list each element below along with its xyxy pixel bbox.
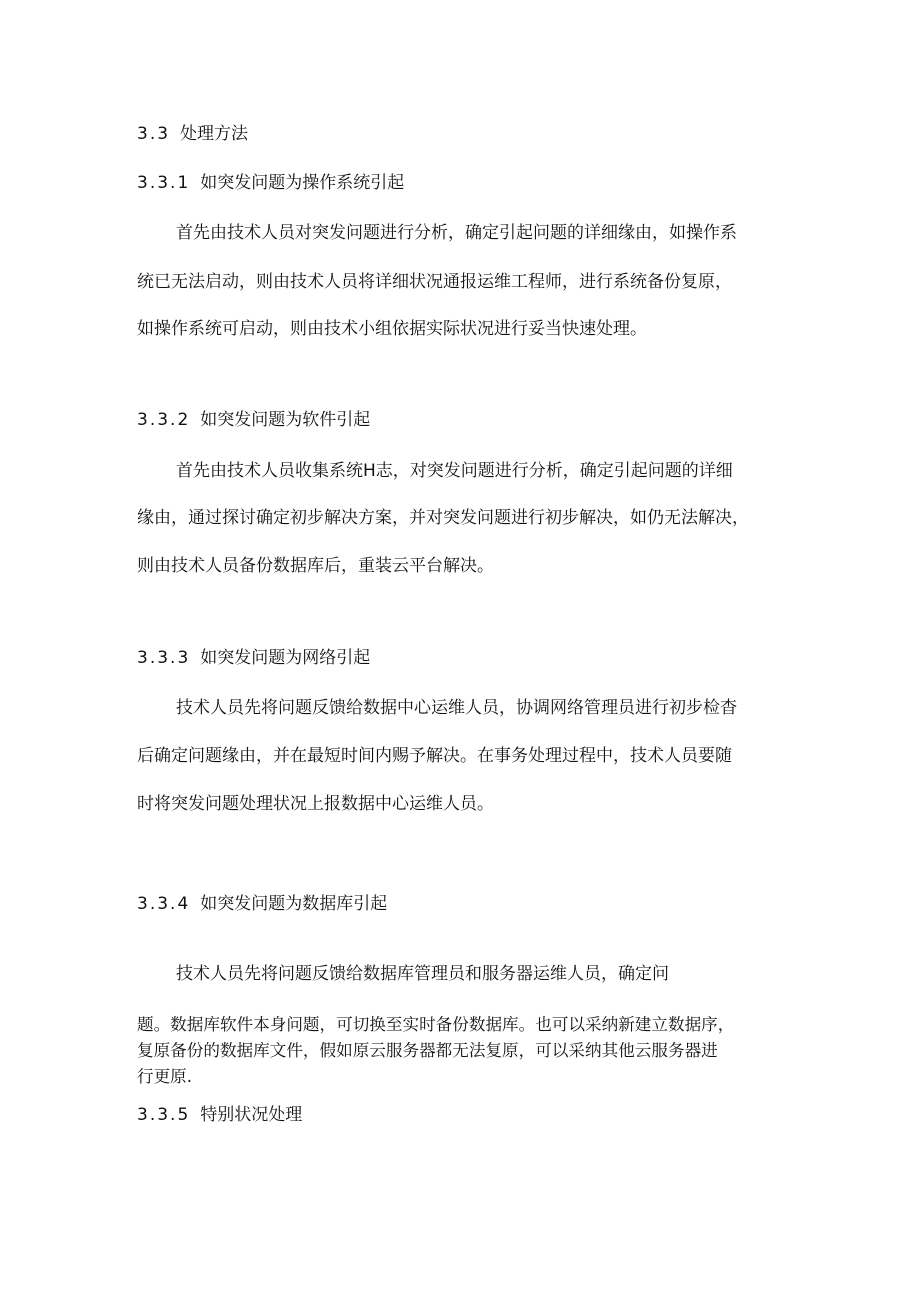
section-heading-3-3-2 — [137, 408, 370, 432]
paragraph-line: 缘由，通过探讨确定初步解决方案，并对突发问题进行初步解决，如仍无法解决， — [137, 508, 749, 528]
paragraph-line: 首先由技术人员收集系统H志，对突发问题进行分析，确定引起问题的详细 — [176, 461, 733, 481]
section-heading-3-3-5 — [137, 1103, 302, 1127]
paragraph-line: 如操作系统可启动，则由技术小组依据实际状况进行妥当快速处理。 — [137, 319, 647, 339]
paragraph-line: 时将突发问题处理状况上报数据中心运维人员。 — [137, 794, 494, 814]
paragraph-line: 题。数据库软件本身问题，可切换至实时备份数据库。也可以采纳新建立数据序， — [137, 1015, 735, 1034]
section-title: 如突发问题为操作系统引起 — [200, 173, 405, 193]
section-number: 3.3.2 — [137, 410, 191, 430]
paragraph-line: 则由技术人员备份数据库后，重装云平台解决。 — [137, 556, 494, 576]
section-heading-3-3-4 — [137, 892, 387, 916]
section-number: 3.3 — [137, 124, 171, 144]
section-title: 处理方法 — [180, 124, 249, 144]
section-number: 3.3.1 — [137, 173, 191, 193]
section-title: 如突发问题为网络引起 — [200, 648, 371, 668]
section-number: 3.3.5 — [137, 1105, 191, 1125]
paragraph-line: 技术人员先将问题反馈给数据中心运维人员，协调网络管理员进行初步检杳 — [176, 698, 737, 718]
paragraph-line: 行更原. — [137, 1067, 193, 1086]
paragraph-line: 技术人员先将问题反馈给数据库管理员和服务器运维人员，确定问 — [176, 964, 669, 984]
section-number: 3.3.4 — [137, 894, 191, 914]
paragraph-line: 复原备份的数据库文件，假如原云服务器都无法复原，可以采纳其他云服务器进 — [137, 1041, 718, 1060]
section-number: 3.3.3 — [137, 648, 191, 668]
paragraph-line: 后确定问题缘由，并在最短时间内赐予解决。在事务处理过程中，技术人员要随 — [137, 746, 732, 766]
paragraph-line: 统已无法启动，则由技术人员将详细状况通报运维工程师，进行系统备份复原， — [137, 272, 732, 292]
section-title: 如突发问题为数据库引起 — [200, 894, 388, 914]
paragraph-line: 首先由技术人员对突发问题进行分析，确定引起问题的详细缘由，如操作系 — [176, 223, 737, 243]
section-heading-3-3 — [137, 122, 248, 146]
section-heading-3-3-3 — [137, 646, 370, 670]
section-title: 如突发问题为软件引起 — [200, 410, 371, 430]
section-heading-3-3-1 — [137, 171, 404, 195]
section-title: 特别状况处理 — [200, 1105, 303, 1125]
